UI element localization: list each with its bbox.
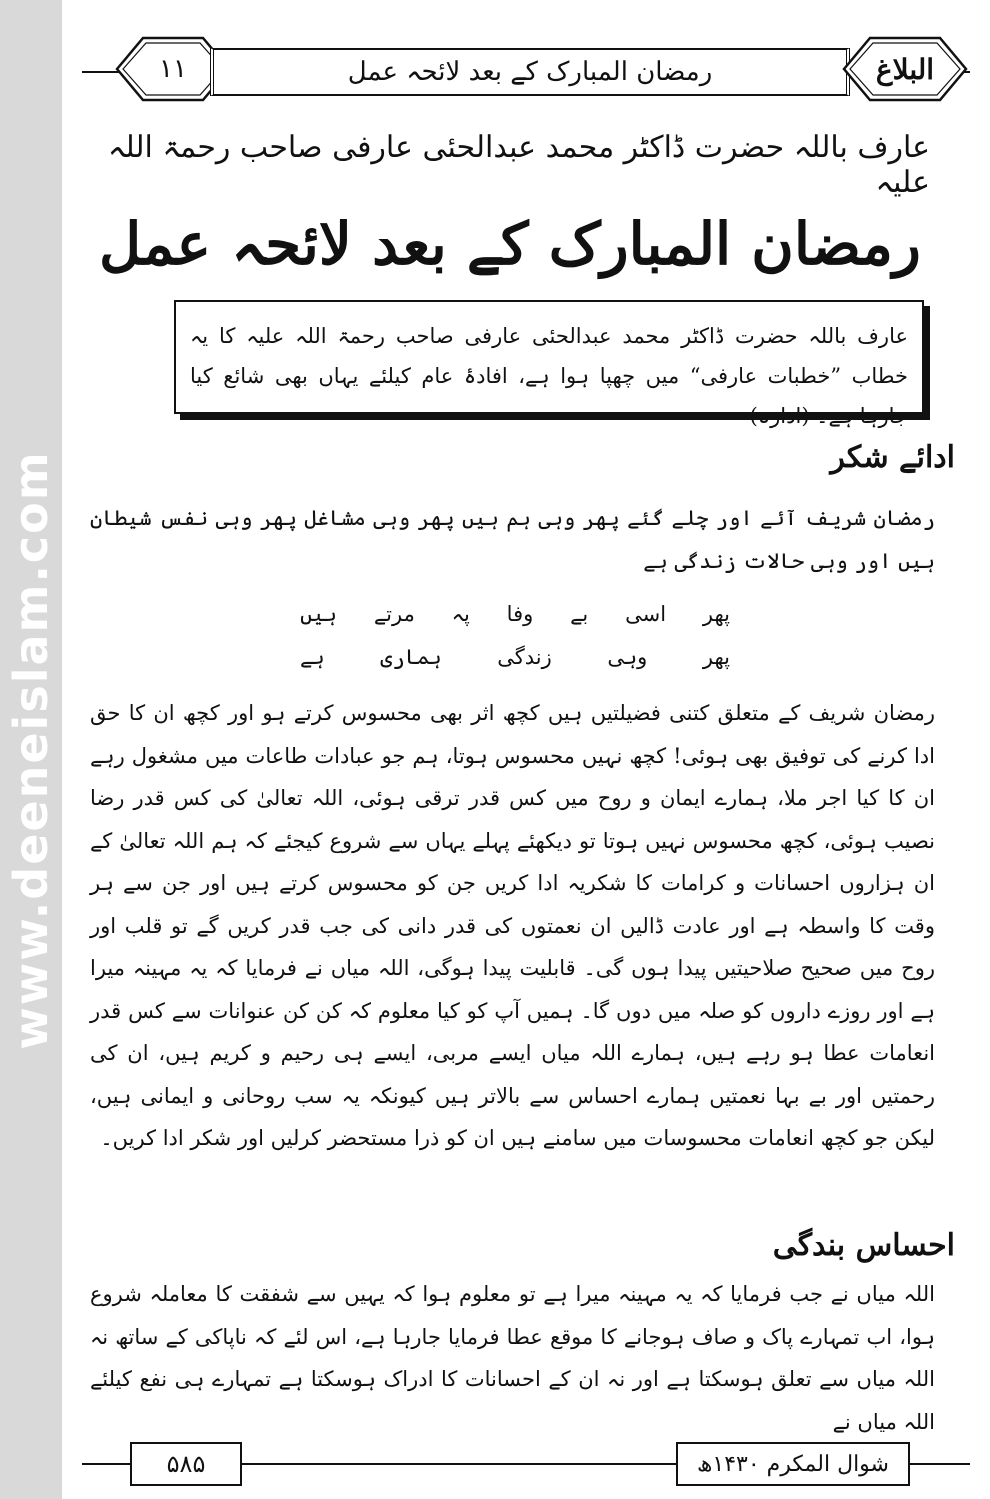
verse-word: وہی bbox=[607, 645, 648, 669]
verse-word: زندگی bbox=[497, 645, 552, 669]
verse-line-1 bbox=[300, 602, 730, 626]
verse-word: پھر bbox=[702, 602, 730, 626]
verse-word: پھر bbox=[702, 645, 730, 669]
section-body-bandagi: اللہ میاں نے جب فرمایا کہ یہ مہینہ میرا ہے تو معلوم ہوا کہ یہیں سے شفقت کا معاملہ شروع ہوا، اب تمہارے پاک و صاف ہوجانے کا موقع عطا فرمایا جارہا ہے، اس لئے کہ ناپاکی کے ساتھ نہ اللہ میاں سے تعلق ہوسکتا ہے اور نہ ان کے احسانات کا ادراک ہوسکتا ہے تمہارے ہی نفع کیلئے اللہ میاں نے bbox=[90, 1282, 935, 1434]
verse-word: بے bbox=[570, 602, 589, 626]
verse-word: پہ bbox=[451, 602, 470, 626]
verse-word: اسی bbox=[625, 602, 667, 626]
section-intro: رمضان شریف آئے اور چلے گئے پھر وہی ہم ہیں پھر وہی مشاغل پھر وہی نفس شیطان ہیں اور وہی حالات زندگی ہے bbox=[90, 506, 935, 573]
section-body-shukr: رمضان شریف کے متعلق کتنی فضیلتیں ہیں کچھ اثر بھی محسوس کرتے ہو اور کچھ ان کا حق ادا کرنے کی توفیق بھی ہوئی! کچھ نہیں محسوس ہوتا، ہم جو عبادات طاعات میں مشغول رہے ان کا کیا اجر ملا، ہمارے ایمان و روح میں کس قدر ترقی ہوئی، اللہ تعالیٰ کی کس قدر رضا نصیب ہوئی، کچھ محسوس نہیں ہوتا تو دیکھئے پہلے یہاں سے شروع کیجئے کہ ہم اللہ تعالیٰ کے ان ہزاروں احسانات و کرامات کا شکریہ ادا کریں جن کو محسوس کرتے ہیں اور جن سے ہر وقت کا واسطہ ہے اور عادت ڈالیں ان نعمتوں کی قدر دانی کی جب قدر کریں گے تو قلب اور روح میں صحیح صلاحیتیں پیدا ہوں گی۔ قابلیت پیدا ہوگی، اللہ میاں نے فرمایا کہ یہ مہینہ میرا ہے اور روزے داروں کو صلہ میں دوں گا۔ ہمیں آپ کو کیا معلوم کہ کن کن عنوانات سے کس قدر انعامات عطا ہو رہے ہیں، ہمارے اللہ میاں ایسے مربی، ایسے ہی رحیم و کریم ہیں، ان کی رحمتیں اور بے بہا نعمتیں ہمارے احساس سے بالاتر ہیں کیونکہ یہ سب روحانی و ایمانی ہیں، لیکن جو کچھ انعامات محسوسات میں سامنے ہیں ان کو ذرا مستحضر کرلیں اور شکر ادا کریں۔ bbox=[90, 701, 935, 1150]
verse-word: وفا bbox=[506, 602, 534, 626]
verse-word: ہماری bbox=[380, 645, 442, 669]
author-line: عارف باللہ حضرت ڈاکٹر محمد عبدالحئی عارفی صاحب رحمۃ اللہ علیہ bbox=[107, 130, 930, 200]
footer-page-number: ۵۸۵ bbox=[130, 1442, 242, 1486]
article-title: رمضان المبارک کے بعد لائحہ عمل bbox=[99, 210, 921, 278]
editorial-note-box bbox=[174, 300, 924, 428]
running-title: رمضان المبارک کے بعد لائحہ عمل bbox=[347, 57, 713, 87]
verse-line-2 bbox=[300, 645, 730, 669]
publication-logo bbox=[840, 34, 970, 104]
section-heading-shukr: ادائے شکر bbox=[830, 440, 955, 475]
watermark-strip bbox=[0, 0, 62, 1499]
header-page-number: ۱۱ bbox=[159, 54, 187, 84]
verse-word: ہیں bbox=[300, 602, 337, 626]
footer-issue-date: شوال المکرم ۱۴۳۰ھ bbox=[676, 1442, 910, 1486]
verse-word: مرتے bbox=[373, 602, 415, 626]
section-heading-bandagi: احساس بندگی bbox=[772, 1228, 955, 1263]
page-footer bbox=[82, 1440, 970, 1486]
editorial-note: عارف باللہ حضرت ڈاکٹر محمد عبدالحئی عارفی صاحب رحمۃ اللہ علیہ کا یہ خطاب ”خطبات عارفی“ میں چھپا ہوا ہے، افادۂ عام کیلئے یہاں بھی شائع کیا جارہا ہے۔ (ادارہ) bbox=[190, 324, 908, 428]
logo-text: البلاغ bbox=[875, 52, 935, 86]
watermark-text: www.deeneislam.com bbox=[4, 450, 58, 1050]
header-title-box bbox=[210, 48, 850, 96]
verse-word: ہے bbox=[300, 645, 325, 669]
